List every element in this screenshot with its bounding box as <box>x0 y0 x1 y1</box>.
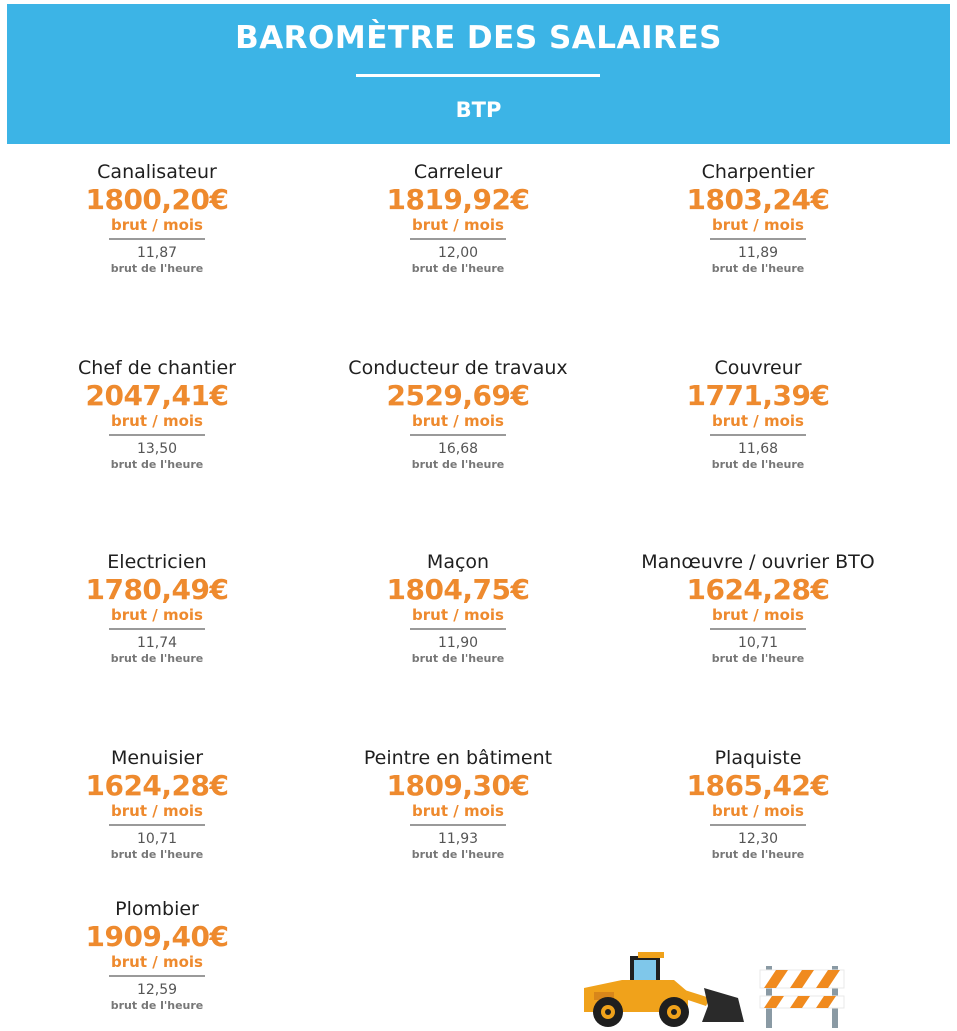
hourly-label: brut de l'heure <box>110 848 204 861</box>
title-divider <box>356 74 600 77</box>
hourly-rate: 10,71 <box>737 635 779 651</box>
monthly-salary: 1909,40€ <box>85 920 229 953</box>
monthly-label: brut / mois <box>712 802 804 820</box>
job-card-conducteur-de-travaux <box>308 356 608 472</box>
hourly-rate: 11,87 <box>136 245 178 261</box>
monthly-salary: 1804,75€ <box>386 573 530 606</box>
hourly-label: brut de l'heure <box>411 652 505 665</box>
monthly-salary: 1780,49€ <box>85 573 229 606</box>
monthly-salary: 1865,42€ <box>686 769 830 802</box>
card-divider <box>710 434 806 436</box>
monthly-label: brut / mois <box>412 216 504 234</box>
job-title: Peintre en bâtiment <box>363 747 553 769</box>
hourly-rate: 10,71 <box>136 831 178 847</box>
hourly-label: brut de l'heure <box>711 458 805 471</box>
monthly-salary: 2047,41€ <box>85 379 229 412</box>
monthly-label: brut / mois <box>111 802 203 820</box>
hourly-rate: 12,59 <box>136 982 178 998</box>
monthly-label: brut / mois <box>712 606 804 624</box>
card-divider <box>109 238 205 240</box>
hourly-label: brut de l'heure <box>711 652 805 665</box>
monthly-salary: 2529,69€ <box>386 379 530 412</box>
monthly-label: brut / mois <box>412 802 504 820</box>
monthly-label: brut / mois <box>412 606 504 624</box>
monthly-salary: 1771,39€ <box>686 379 830 412</box>
hourly-label: brut de l'heure <box>110 458 204 471</box>
monthly-label: brut / mois <box>712 412 804 430</box>
monthly-salary: 1800,20€ <box>85 183 229 216</box>
job-title: Conducteur de travaux <box>348 357 568 379</box>
hourly-label: brut de l'heure <box>110 262 204 275</box>
card-divider <box>410 824 506 826</box>
monthly-label: brut / mois <box>412 412 504 430</box>
card-divider <box>109 434 205 436</box>
job-card-chef-de-chantier <box>7 356 307 472</box>
hourly-label: brut de l'heure <box>110 652 204 665</box>
job-title: Plombier <box>115 898 199 920</box>
hourly-rate: 12,30 <box>737 831 779 847</box>
card-divider <box>710 628 806 630</box>
card-divider <box>410 628 506 630</box>
card-divider <box>710 238 806 240</box>
job-title: Canalisateur <box>97 161 217 183</box>
monthly-label: brut / mois <box>111 216 203 234</box>
monthly-salary: 1803,24€ <box>686 183 830 216</box>
hourly-label: brut de l'heure <box>711 848 805 861</box>
job-card-plombier <box>7 897 307 1013</box>
monthly-salary: 1624,28€ <box>686 573 830 606</box>
monthly-label: brut / mois <box>111 606 203 624</box>
card-divider <box>410 434 506 436</box>
page-subtitle: BTP <box>455 98 502 122</box>
page-title: BAROMÈTRE DES SALAIRES <box>235 20 722 56</box>
card-divider <box>109 628 205 630</box>
job-title: Electricien <box>107 551 207 573</box>
road-barrier-icon <box>760 966 844 1028</box>
hourly-rate: 11,93 <box>437 831 479 847</box>
hourly-rate: 11,68 <box>737 441 779 457</box>
card-divider <box>710 824 806 826</box>
job-card-canalisateur <box>7 160 307 276</box>
job-title: Maçon <box>426 551 490 573</box>
hourly-label: brut de l'heure <box>711 262 805 275</box>
monthly-label: brut / mois <box>712 216 804 234</box>
monthly-salary: 1624,28€ <box>85 769 229 802</box>
job-title: Menuisier <box>110 747 204 769</box>
hourly-rate: 11,89 <box>737 245 779 261</box>
hourly-label: brut de l'heure <box>411 458 505 471</box>
hourly-label: brut de l'heure <box>411 262 505 275</box>
hourly-label: brut de l'heure <box>411 848 505 861</box>
job-card-electricien <box>7 550 307 666</box>
job-card-couvreur <box>608 356 908 472</box>
monthly-salary: 1809,30€ <box>386 769 530 802</box>
job-title: Carreleur <box>413 161 503 183</box>
hourly-rate: 12,00 <box>437 245 479 261</box>
job-title: Manœuvre / ouvrier BTO <box>641 551 875 573</box>
job-title: Chef de chantier <box>78 357 236 379</box>
job-card-carreleur <box>308 160 608 276</box>
job-title: Charpentier <box>701 161 815 183</box>
hourly-rate: 16,68 <box>437 441 479 457</box>
hourly-rate: 11,74 <box>136 635 178 651</box>
job-card-macon <box>308 550 608 666</box>
monthly-label: brut / mois <box>111 953 203 971</box>
card-divider <box>410 238 506 240</box>
card-divider <box>109 975 205 977</box>
job-card-manoeuvre <box>608 550 908 666</box>
job-card-menuisier <box>7 746 307 862</box>
header-banner <box>7 4 950 144</box>
loader-truck-icon <box>584 952 744 1027</box>
job-card-peintre-en-batiment <box>308 746 608 862</box>
construction-illustration <box>578 948 850 1028</box>
card-divider <box>109 824 205 826</box>
hourly-rate: 13,50 <box>136 441 178 457</box>
job-title: Plaquiste <box>714 747 802 769</box>
monthly-label: brut / mois <box>111 412 203 430</box>
hourly-label: brut de l'heure <box>110 999 204 1012</box>
job-title: Couvreur <box>714 357 802 379</box>
monthly-salary: 1819,92€ <box>386 183 530 216</box>
hourly-rate: 11,90 <box>437 635 479 651</box>
job-card-charpentier <box>608 160 908 276</box>
job-card-plaquiste <box>608 746 908 862</box>
